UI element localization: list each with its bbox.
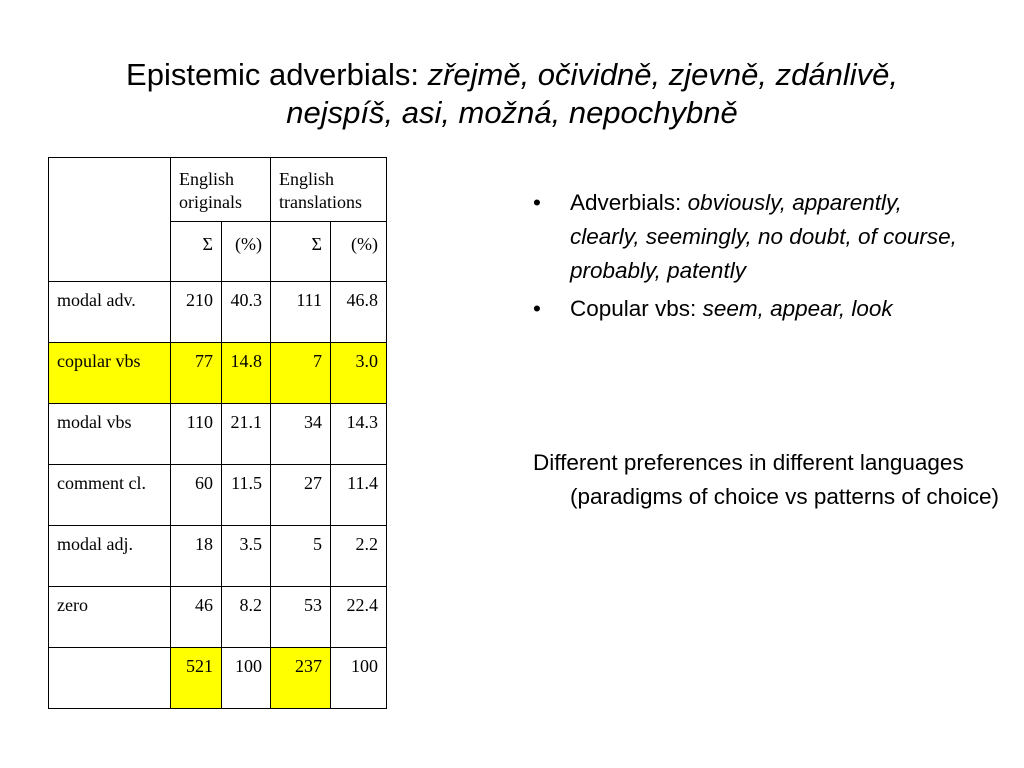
cell-value: 8.2 bbox=[222, 587, 271, 648]
table-row bbox=[49, 465, 387, 526]
cell-value: 7 bbox=[271, 343, 331, 404]
title-czech-adverbs-line2: nejspíš, asi, možná, nepochybně bbox=[286, 95, 738, 130]
cell-value: 60 bbox=[171, 465, 222, 526]
row-label: zero bbox=[49, 587, 171, 648]
conclusion-paragraph: Different preferences in different languages (paradigms of choice vs patterns of choice) bbox=[533, 450, 999, 509]
table-totals-row bbox=[49, 648, 387, 709]
total-percent-originals: 100 bbox=[222, 648, 271, 709]
subheader-sum-translations: Σ bbox=[271, 222, 331, 282]
cell-value: 14.3 bbox=[331, 404, 387, 465]
header-english-translations: English translations bbox=[271, 158, 387, 222]
frequency-table bbox=[48, 157, 387, 709]
table-row bbox=[49, 526, 387, 587]
cell-value: 3.5 bbox=[222, 526, 271, 587]
row-label: copular vbs bbox=[49, 343, 171, 404]
header-english-originals: English originals bbox=[171, 158, 271, 222]
cell-value: 27 bbox=[271, 465, 331, 526]
bullet-lead: Adverbials: bbox=[570, 190, 688, 215]
slide-title bbox=[40, 56, 984, 132]
row-label: comment cl. bbox=[49, 465, 171, 526]
cell-value: 40.3 bbox=[222, 282, 271, 343]
total-sum-originals: 521 bbox=[171, 648, 222, 709]
subheader-percent-originals: (%) bbox=[222, 222, 271, 282]
row-label: modal adv. bbox=[49, 282, 171, 343]
bullet-examples: obviously, apparently, clearly, seemingly, no doubt, of course, probably, patently bbox=[570, 190, 957, 283]
total-percent-translations: 100 bbox=[331, 648, 387, 709]
table-row-highlighted bbox=[49, 343, 387, 404]
cell-value: 21.1 bbox=[222, 404, 271, 465]
subheader-sum-originals: Σ bbox=[171, 222, 222, 282]
row-label: modal vbs bbox=[49, 404, 171, 465]
bullet-icon: • bbox=[533, 190, 541, 215]
table-header-row bbox=[49, 158, 387, 222]
cell-value: 11.5 bbox=[222, 465, 271, 526]
cell-value: 22.4 bbox=[331, 587, 387, 648]
cell-value: 77 bbox=[171, 343, 222, 404]
table-row bbox=[49, 404, 387, 465]
cell-value: 110 bbox=[171, 404, 222, 465]
bullet-list bbox=[533, 186, 973, 330]
cell-value: 11.4 bbox=[331, 465, 387, 526]
cell-value: 46.8 bbox=[331, 282, 387, 343]
row-label: modal adj. bbox=[49, 526, 171, 587]
title-czech-adverbs-line1: zřejmě, očividně, zjevně, zdánlivě, bbox=[427, 57, 898, 92]
cell-value: 3.0 bbox=[331, 343, 387, 404]
table-corner-cell bbox=[49, 158, 171, 282]
cell-value: 46 bbox=[171, 587, 222, 648]
cell-value: 111 bbox=[271, 282, 331, 343]
table-row bbox=[49, 587, 387, 648]
bullet-copular-verbs bbox=[533, 292, 973, 326]
bullet-icon: • bbox=[533, 296, 541, 321]
total-sum-translations: 237 bbox=[271, 648, 331, 709]
bullet-lead: Copular vbs: bbox=[570, 296, 703, 321]
cell-value: 2.2 bbox=[331, 526, 387, 587]
subheader-percent-translations: (%) bbox=[331, 222, 387, 282]
cell-value: 53 bbox=[271, 587, 331, 648]
title-prefix: Epistemic adverbials: bbox=[126, 57, 428, 92]
table-row bbox=[49, 282, 387, 343]
bullet-examples: seem, appear, look bbox=[702, 296, 893, 321]
bullet-adverbials bbox=[533, 186, 973, 288]
cell-value: 210 bbox=[171, 282, 222, 343]
row-label bbox=[49, 648, 171, 709]
cell-value: 34 bbox=[271, 404, 331, 465]
cell-value: 5 bbox=[271, 526, 331, 587]
cell-value: 18 bbox=[171, 526, 222, 587]
cell-value: 14.8 bbox=[222, 343, 271, 404]
